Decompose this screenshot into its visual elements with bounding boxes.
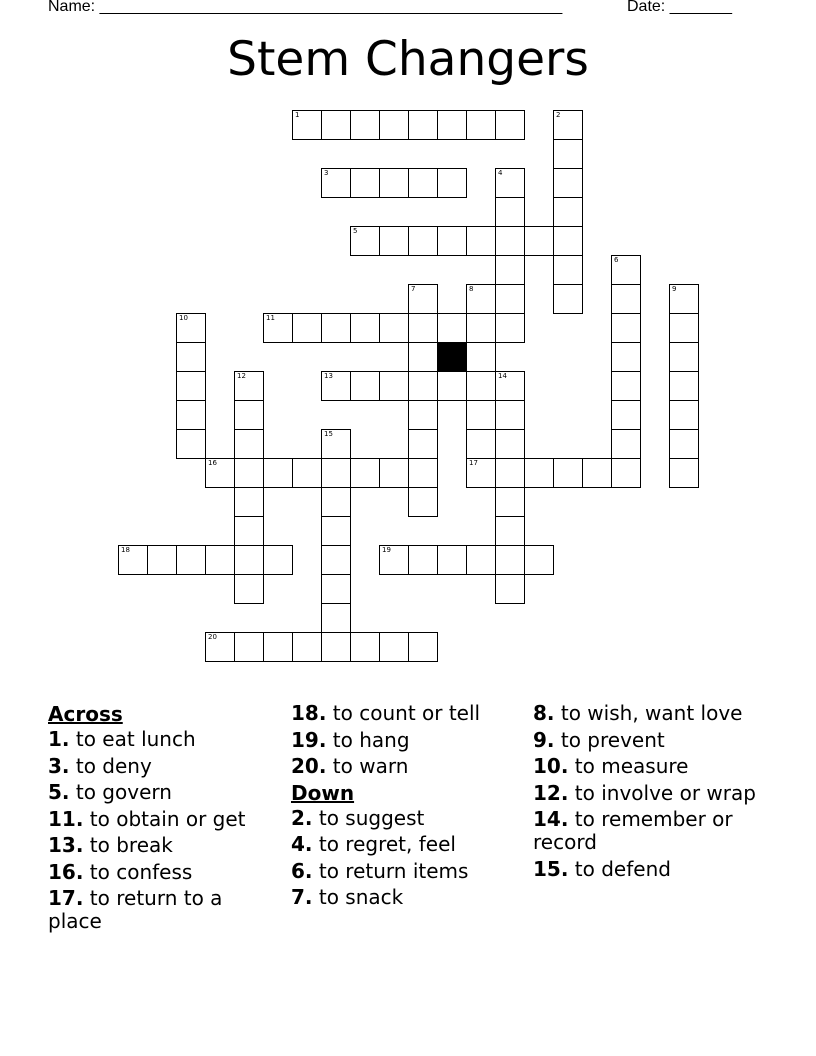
crossword-cell[interactable] bbox=[205, 545, 234, 575]
crossword-cell[interactable] bbox=[495, 458, 524, 487]
crossword-cell[interactable] bbox=[495, 429, 525, 458]
crossword-cell[interactable] bbox=[611, 400, 641, 429]
clue-across-18 bbox=[291, 702, 519, 725]
crossword-cell[interactable] bbox=[321, 545, 351, 574]
crossword-cell[interactable] bbox=[495, 168, 525, 197]
down-heading: Down bbox=[291, 780, 355, 805]
clue-down-7 bbox=[291, 886, 519, 909]
crossword-cell[interactable] bbox=[205, 632, 234, 662]
crossword-cell[interactable] bbox=[524, 458, 553, 488]
crossword-cell[interactable] bbox=[379, 632, 408, 662]
crossword-cell[interactable] bbox=[553, 458, 582, 488]
crossword-cell[interactable] bbox=[669, 313, 699, 342]
black-square bbox=[437, 342, 467, 372]
crossword-cell[interactable] bbox=[611, 313, 641, 342]
crossword-cell[interactable] bbox=[350, 313, 379, 343]
crossword-cell[interactable] bbox=[321, 429, 351, 458]
crossword-cell[interactable] bbox=[466, 400, 495, 429]
crossword-cell[interactable] bbox=[176, 371, 206, 400]
crossword-cell[interactable] bbox=[321, 632, 350, 662]
crossword-cell[interactable] bbox=[350, 632, 379, 662]
clue-text: to wish, want love bbox=[560, 701, 743, 725]
clue-down-6 bbox=[291, 860, 519, 883]
crossword-cell[interactable] bbox=[437, 545, 466, 575]
crossword-cell[interactable] bbox=[466, 226, 495, 256]
crossword-cell[interactable] bbox=[205, 458, 234, 488]
cell-number: 10 bbox=[179, 314, 188, 322]
crossword-cell[interactable] bbox=[437, 226, 466, 256]
clue-down-4 bbox=[291, 833, 519, 856]
cell-number: 20 bbox=[208, 633, 217, 641]
crossword-cell[interactable] bbox=[611, 429, 641, 458]
clue-text: to obtain or get bbox=[89, 806, 246, 831]
crossword-cell[interactable] bbox=[408, 284, 438, 313]
crossword-cell[interactable] bbox=[466, 371, 495, 400]
clue-text: to govern bbox=[75, 780, 172, 804]
crossword-cell[interactable] bbox=[234, 429, 264, 458]
clue-text: to return to a place bbox=[48, 886, 223, 933]
crossword-cell[interactable] bbox=[379, 458, 408, 488]
crossword-cell[interactable] bbox=[408, 458, 438, 487]
crossword-cell[interactable] bbox=[669, 342, 699, 371]
clue-text: to confess bbox=[89, 859, 193, 884]
cell-number: 18 bbox=[121, 546, 130, 554]
clue-down-8 bbox=[533, 702, 763, 725]
crossword-cell[interactable] bbox=[234, 458, 263, 487]
crossword-cell[interactable] bbox=[466, 545, 495, 575]
cell-number: 9 bbox=[672, 285, 677, 293]
clue-across-3 bbox=[48, 755, 276, 778]
clue-down-10 bbox=[533, 755, 763, 778]
crossword-cell[interactable] bbox=[466, 110, 495, 140]
clue-number: 7. bbox=[291, 885, 313, 909]
clue-text: to return items bbox=[318, 858, 469, 883]
crossword-cell[interactable] bbox=[669, 400, 699, 429]
clue-text: to regret, feel bbox=[318, 832, 456, 856]
clue-across-19 bbox=[291, 729, 519, 752]
crossword-cell[interactable] bbox=[176, 545, 205, 575]
crossword-cell[interactable] bbox=[234, 487, 264, 516]
clue-number: 17. bbox=[48, 886, 84, 910]
clue-text: to deny bbox=[75, 753, 152, 778]
crossword-cell[interactable] bbox=[234, 632, 263, 662]
crossword-cell[interactable] bbox=[350, 458, 379, 488]
clue-across-17 bbox=[48, 887, 276, 933]
crossword-cell[interactable] bbox=[379, 545, 408, 575]
crossword-cell[interactable] bbox=[553, 284, 583, 314]
clue-text: to measure bbox=[574, 754, 689, 778]
crossword-cell[interactable] bbox=[495, 545, 524, 574]
cell-number: 3 bbox=[324, 169, 329, 177]
cell-number: 13 bbox=[324, 372, 333, 380]
crossword-cell[interactable] bbox=[234, 574, 264, 604]
crossword-cell[interactable] bbox=[437, 313, 466, 343]
crossword-cell[interactable] bbox=[669, 458, 699, 488]
crossword-cell[interactable] bbox=[495, 371, 525, 400]
crossword-cell[interactable] bbox=[321, 516, 351, 545]
crossword-cell[interactable] bbox=[321, 574, 351, 603]
clue-number: 16. bbox=[48, 859, 84, 884]
crossword-cell[interactable] bbox=[408, 545, 437, 575]
crossword-cell[interactable] bbox=[234, 400, 264, 429]
crossword-cell[interactable] bbox=[408, 110, 437, 140]
crossword-cell[interactable] bbox=[553, 197, 583, 226]
crossword-cell[interactable] bbox=[553, 255, 583, 284]
clue-number: 10. bbox=[533, 754, 569, 778]
crossword-cell[interactable] bbox=[176, 400, 206, 429]
crossword-cell[interactable] bbox=[553, 139, 583, 168]
crossword-cell[interactable] bbox=[466, 342, 496, 371]
clue-down-9 bbox=[533, 729, 763, 752]
crossword-cell[interactable] bbox=[553, 226, 583, 255]
crossword-cell[interactable] bbox=[118, 545, 147, 575]
cell-number: 14 bbox=[498, 372, 507, 380]
crossword-cell[interactable] bbox=[292, 458, 321, 488]
clue-text: to prevent bbox=[560, 727, 665, 752]
crossword-cell[interactable] bbox=[466, 284, 495, 313]
cell-number: 11 bbox=[266, 314, 275, 322]
name-line: Name: ____________________________________________________ bbox=[48, 0, 563, 15]
clue-column-3 bbox=[533, 702, 763, 884]
cell-number: 12 bbox=[237, 372, 246, 380]
clue-number: 18. bbox=[291, 701, 327, 725]
crossword-cell[interactable] bbox=[495, 574, 525, 604]
crossword-cell[interactable] bbox=[408, 371, 437, 400]
cell-number: 7 bbox=[411, 285, 416, 293]
crossword-cell[interactable] bbox=[408, 487, 438, 517]
crossword-cell[interactable] bbox=[292, 313, 321, 343]
clue-number: 5. bbox=[48, 780, 70, 804]
crossword-cell[interactable] bbox=[321, 458, 350, 487]
crossword-cell[interactable] bbox=[350, 226, 379, 256]
crossword-cell[interactable] bbox=[263, 313, 292, 343]
crossword-cell[interactable] bbox=[437, 168, 467, 198]
clue-number: 2. bbox=[291, 805, 313, 830]
clue-text: to suggest bbox=[318, 805, 425, 830]
cell-number: 19 bbox=[382, 546, 391, 554]
clue-down-2 bbox=[291, 807, 519, 830]
clue-number: 19. bbox=[291, 727, 327, 752]
clue-column-2 bbox=[291, 702, 519, 913]
cell-number: 17 bbox=[469, 459, 478, 467]
crossword-cell[interactable] bbox=[408, 429, 438, 458]
crossword-cell[interactable] bbox=[379, 110, 408, 140]
crossword-cell[interactable] bbox=[350, 168, 379, 198]
crossword-cell[interactable] bbox=[263, 458, 292, 488]
clue-down-14 bbox=[533, 808, 763, 854]
clue-number: 3. bbox=[48, 753, 70, 778]
crossword-cell[interactable] bbox=[408, 632, 438, 662]
crossword-cell[interactable] bbox=[495, 197, 525, 226]
crossword-cell[interactable] bbox=[582, 458, 611, 488]
crossword-cell[interactable] bbox=[408, 313, 437, 342]
crossword-cell[interactable] bbox=[466, 429, 495, 458]
clue-text: to hang bbox=[332, 727, 410, 752]
cell-number: 2 bbox=[556, 111, 561, 119]
date-line: Date: _______ bbox=[627, 0, 732, 15]
clue-number: 15. bbox=[533, 856, 569, 881]
crossword-cell[interactable] bbox=[408, 400, 438, 429]
clue-number: 6. bbox=[291, 858, 313, 883]
crossword-cell[interactable] bbox=[553, 168, 583, 197]
crossword-cell[interactable] bbox=[379, 226, 408, 256]
crossword-cell[interactable] bbox=[495, 226, 524, 255]
cell-number: 8 bbox=[469, 285, 474, 293]
cell-number: 16 bbox=[208, 459, 217, 467]
crossword-cell[interactable] bbox=[611, 284, 641, 313]
crossword-cell[interactable] bbox=[495, 516, 525, 545]
crossword-cell[interactable] bbox=[408, 168, 437, 198]
clue-number: 13. bbox=[48, 833, 84, 857]
clue-text: to involve or wrap bbox=[574, 780, 756, 805]
crossword-cell[interactable] bbox=[321, 603, 351, 632]
crossword-cell[interactable] bbox=[379, 313, 408, 343]
clue-across-1 bbox=[48, 728, 276, 751]
clue-column-1 bbox=[48, 702, 276, 937]
clue-down-12 bbox=[533, 782, 763, 805]
crossword-cell[interactable] bbox=[495, 284, 525, 313]
crossword-cell[interactable] bbox=[350, 371, 379, 401]
crossword-cell[interactable] bbox=[321, 168, 350, 198]
clue-across-11 bbox=[48, 808, 276, 831]
clue-text: to remember or record bbox=[533, 807, 733, 854]
crossword-cell[interactable] bbox=[234, 545, 263, 574]
crossword-cell[interactable] bbox=[611, 371, 641, 400]
cell-number: 1 bbox=[295, 111, 300, 119]
crossword-cell[interactable] bbox=[437, 110, 466, 140]
clue-number: 9. bbox=[533, 727, 555, 752]
crossword-cell[interactable] bbox=[553, 110, 583, 139]
clue-number: 11. bbox=[48, 806, 84, 831]
clue-text: to snack bbox=[318, 885, 404, 909]
cell-number: 6 bbox=[614, 256, 619, 264]
clue-text: to eat lunch bbox=[75, 727, 196, 751]
crossword-cell[interactable] bbox=[466, 458, 495, 488]
clue-text: to warn bbox=[332, 754, 409, 778]
crossword-cell[interactable] bbox=[176, 429, 206, 459]
crossword-cell[interactable] bbox=[495, 400, 525, 429]
clue-across-5 bbox=[48, 781, 276, 804]
crossword-cell[interactable] bbox=[495, 487, 525, 516]
across-heading: Across bbox=[48, 702, 123, 726]
clue-number: 14. bbox=[533, 807, 569, 831]
crossword-cell[interactable] bbox=[495, 255, 525, 284]
crossword-cell[interactable] bbox=[292, 632, 321, 662]
crossword-cell[interactable] bbox=[176, 342, 206, 371]
crossword-cell[interactable] bbox=[611, 255, 641, 284]
crossword-cell[interactable] bbox=[669, 371, 699, 400]
crossword-cell[interactable] bbox=[263, 632, 292, 662]
clue-text: to defend bbox=[574, 856, 671, 881]
crossword-cell[interactable] bbox=[437, 371, 466, 401]
crossword-cell[interactable] bbox=[147, 545, 176, 575]
clue-text: to count or tell bbox=[332, 701, 481, 725]
crossword-cell[interactable] bbox=[408, 342, 438, 371]
crossword-cell[interactable] bbox=[234, 371, 264, 400]
clue-number: 4. bbox=[291, 832, 313, 856]
clue-across-20 bbox=[291, 755, 519, 778]
page-title: Stem Changers bbox=[227, 32, 589, 87]
crossword-cell[interactable] bbox=[379, 168, 408, 198]
crossword-cell[interactable] bbox=[321, 110, 350, 140]
cell-number: 5 bbox=[353, 227, 358, 235]
cell-number: 15 bbox=[324, 430, 333, 438]
crossword-cell[interactable] bbox=[524, 226, 553, 256]
crossword-cell[interactable] bbox=[321, 371, 350, 401]
clue-number: 8. bbox=[533, 701, 555, 725]
crossword-cell[interactable] bbox=[292, 110, 321, 140]
clue-down-15 bbox=[533, 858, 763, 881]
crossword-cell[interactable] bbox=[611, 342, 641, 371]
crossword-cell[interactable] bbox=[495, 110, 525, 140]
crossword-cell[interactable] bbox=[669, 429, 699, 458]
crossword-cell[interactable] bbox=[524, 545, 554, 575]
crossword-cell[interactable] bbox=[176, 313, 206, 342]
crossword-cell[interactable] bbox=[263, 545, 293, 575]
crossword-cell[interactable] bbox=[321, 313, 350, 343]
crossword-cell[interactable] bbox=[408, 226, 437, 256]
crossword-cell[interactable] bbox=[350, 110, 379, 140]
clue-across-13 bbox=[48, 834, 276, 857]
cell-number: 4 bbox=[498, 169, 503, 177]
crossword-cell[interactable] bbox=[379, 371, 408, 401]
crossword-cell[interactable] bbox=[611, 458, 641, 488]
clue-number: 1. bbox=[48, 727, 70, 751]
crossword-cell[interactable] bbox=[321, 487, 351, 516]
crossword-cell[interactable] bbox=[234, 516, 264, 545]
crossword-cell[interactable] bbox=[669, 284, 699, 313]
crossword-cell[interactable] bbox=[495, 313, 525, 343]
clue-text: to break bbox=[89, 833, 173, 857]
crossword-cell[interactable] bbox=[466, 313, 495, 342]
clue-number: 20. bbox=[291, 754, 327, 778]
clue-number: 12. bbox=[533, 780, 569, 805]
clue-across-16 bbox=[48, 861, 276, 884]
